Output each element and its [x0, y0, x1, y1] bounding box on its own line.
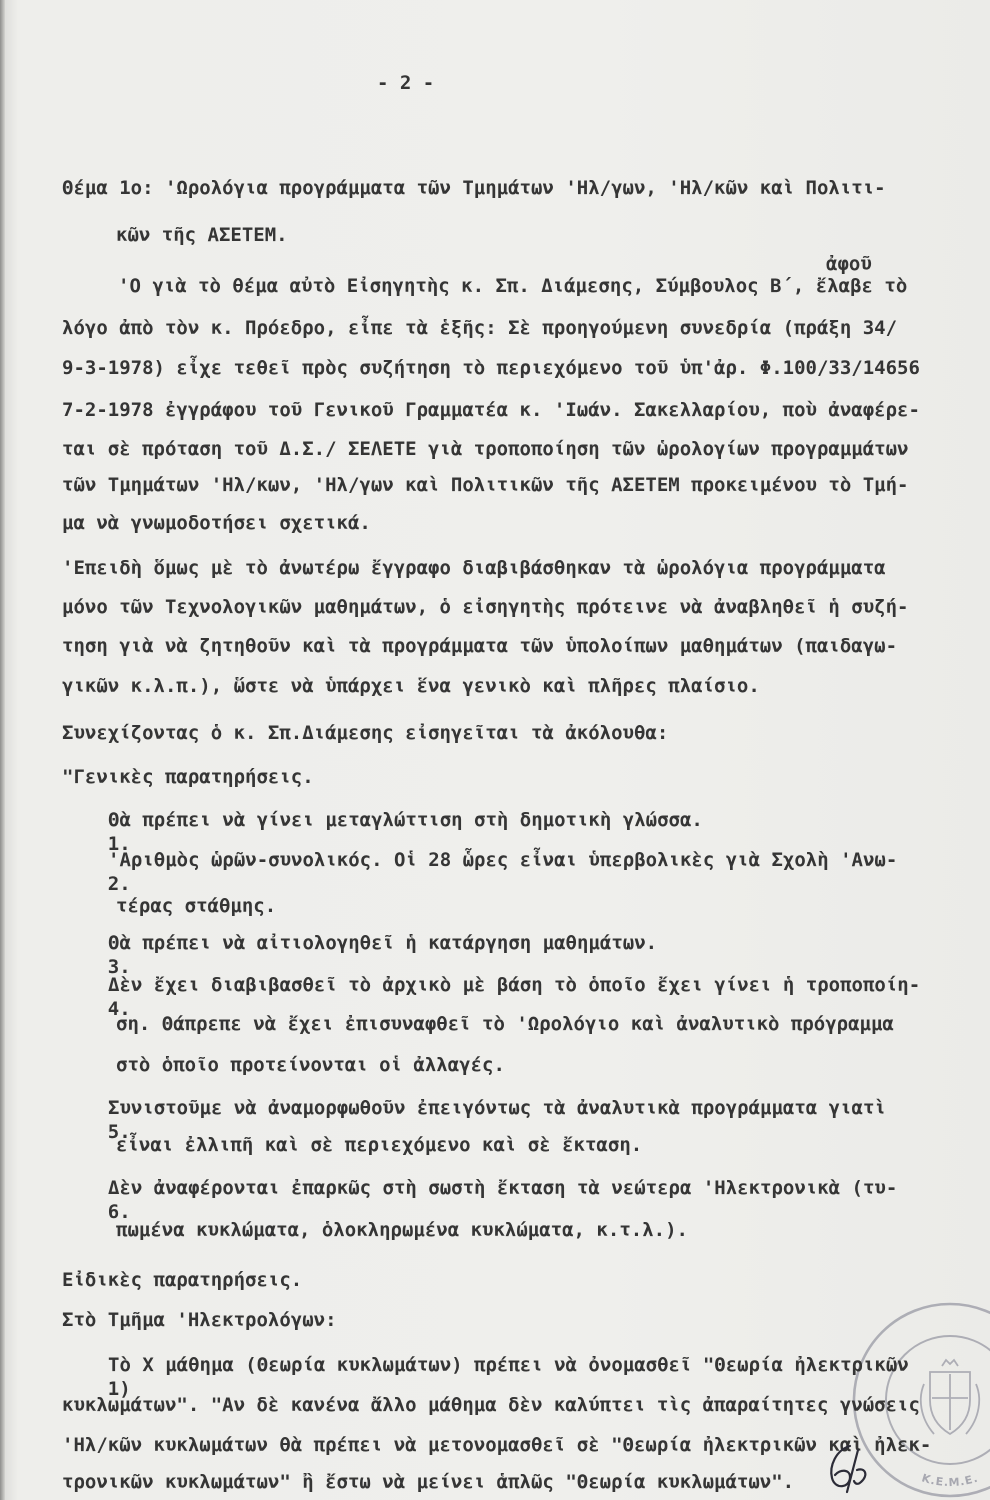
paragraph-line: 7-2-1978 ἐγγράφου τοῦ Γενικοῦ Γραμματέα κ. 'Ιωάν. Σακελλαρίου, ποὺ ἀναφέρε-	[62, 399, 920, 421]
general-remark-1	[62, 808, 703, 855]
item-number: 2.	[107, 873, 131, 895]
signature	[820, 1440, 872, 1496]
special-remarks-heading: Εἰδικὲς παρατηρήσεις.	[62, 1269, 303, 1291]
svg-text:Κ.Ε.Μ.Ε.	[920, 1471, 980, 1489]
paragraph-line: τῶν Τμημάτων 'Ηλ/κων, 'Ηλ/γων καὶ Πολιτικῶν τῆς ΑΣΕΤΕΜ προκειμένου τὸ Τμή-	[62, 474, 909, 496]
scan-edge	[0, 0, 5, 1500]
item-number: 3.	[107, 956, 131, 978]
item-text-continuation: πωμένα κυκλώματα, ὁλοκληρωμένα κυκλώματα, κ.τ.λ.).	[116, 1219, 688, 1241]
item-text: Θὰ πρέπει νὰ αἰτιολογηθεῖ ἡ κατάργηση μαθημάτων.	[108, 932, 658, 954]
paragraph-line: γικῶν κ.λ.π.), ὥστε νὰ ὑπάρχει ἕνα γενικὸ καὶ πλῆρες πλαίσιο.	[62, 675, 760, 697]
item-text-continuation: κυκλωμάτων". "Αν δὲ κανένα ἄλλο μάθημα δὲν καλύπτει τὶς ἀπαραίτητες γνώσεις	[62, 1394, 920, 1416]
page-number: - 2 -	[377, 72, 435, 94]
item-text-continuation: τρονικῶν κυκλωμάτων" ἢ ἔστω νὰ μείνει ἁπλῶς "Θεωρία κυκλωμάτων".	[62, 1471, 795, 1493]
paragraph-line: 'Επειδὴ ὅμως μὲ τὸ ἀνωτέρω ἔγγραφο διαβιβάσθηκαν τὰ ὡρολόγια προγράμματα	[62, 557, 886, 579]
general-remark-6	[62, 1176, 898, 1223]
item-text: 'Αριθμὸς ὡρῶν-συνολικός. Οἱ 28 ὧρες εἶναι ὑπερβολικὲς γιὰ Σχολὴ 'Ανω-	[108, 849, 898, 871]
item-number: 1)	[107, 1378, 131, 1400]
general-remark-4	[62, 973, 921, 1020]
item-text-continuation: στὸ ὁποῖο προτείνονται οἱ ἀλλαγές.	[116, 1054, 505, 1076]
paragraph-line: 'Ο γιὰ τὸ θέμα αὐτὸ Εἰσηγητὴς κ. Σπ. Διάμεσης, Σύμβουλος Β΄, ἔλαβε τὸ	[118, 275, 908, 297]
paragraph-line: ται σὲ πρόταση τοῦ Δ.Σ./ ΣΕΛΕΤΕ γιὰ τροποποίηση τῶν ὡρολογίων προγραμμάτων	[62, 438, 909, 460]
item-text-continuation: τέρας στάθμης.	[116, 895, 277, 917]
continuation-line: Συνεχίζοντας ὁ κ. Σπ.Διάμεσης εἰσηγεῖται τὰ ἀκόλουθα:	[62, 722, 669, 744]
subject-line: κῶν τῆς ΑΣΕΤΕΜ.	[116, 224, 288, 246]
general-remark-3	[62, 931, 658, 978]
section-heading: Στὸ Τμῆμα 'Ηλεκτρολόγων:	[62, 1309, 337, 1331]
general-remark-5	[62, 1096, 886, 1143]
item-text: Συνιστοῦμε νὰ ἀναμορφωθοῦν ἐπειγόντως τὰ ἀναλυτικὰ προγράμματα γιατὶ	[108, 1097, 886, 1119]
general-remarks-heading: "Γενικὲς παρατηρήσεις.	[62, 766, 314, 788]
item-text-continuation: ση. Θάπρεπε νὰ ἔχει ἐπισυναφθεῖ τὸ 'Ωρολόγιο καὶ ἀναλυτικὸ πρόγραμμα	[116, 1013, 894, 1035]
coat-of-arms-icon	[921, 1360, 979, 1434]
general-remark-2	[62, 848, 898, 895]
item-text: Δὲν ἀναφέρονται ἐπαρκῶς στὴ σωστὴ ἔκταση τὰ νεώτερα 'Ηλεκτρονικὰ (τυ-	[108, 1177, 898, 1199]
paragraph-line: μόνο τῶν Τεχνολογικῶν μαθημάτων, ὁ εἰσηγητὴς πρότεινε νὰ ἀναβληθεῖ ἡ συζή-	[62, 596, 909, 618]
item-number: 5.	[107, 1121, 131, 1143]
subject-line: Θέμα 1ο: 'Ωρολόγια προγράμματα τῶν Τμημάτων 'Ηλ/γων, 'Ηλ/κῶν καὶ Πολιτι-	[62, 177, 886, 199]
item-text: Τὸ Χ μάθημα (Θεωρία κυκλωμάτων) πρέπει νὰ ὀνομασθεῖ "Θεωρία ἠλεκτρικῶν	[108, 1354, 909, 1376]
item-number: 4.	[107, 998, 131, 1020]
special-remark-1	[62, 1353, 909, 1400]
item-text: Δὲν ἔχει διαβιβασθεῖ τὸ ἀρχικὸ μὲ βάση τὸ ὁποῖο ἔχει γίνει ἡ τροποποίη-	[108, 974, 921, 996]
item-text-continuation: 'Ηλ/κῶν κυκλωμάτων θὰ πρέπει νὰ μετονομασθεῖ σὲ "Θεωρία ἠλεκτρικῶν καὶ ἠλεκ-	[62, 1434, 932, 1456]
stamp-bottom-text: Κ.Ε.Μ.Ε.	[920, 1471, 980, 1490]
paragraph-line: μα νὰ γνωμοδοτήσει σχετικά.	[62, 512, 371, 534]
item-text-continuation: εἶναι ἐλλιπῆ καὶ σὲ περιεχόμενο καὶ σὲ ἔκταση.	[116, 1134, 643, 1156]
item-number: 6.	[107, 1201, 131, 1223]
paragraph-line: 9-3-1978) εἶχε τεθεῖ πρὸς συζήτηση τὸ περιεχόμενο τοῦ ὑπ'ἀρ. Φ.100/33/14656	[62, 357, 920, 379]
item-text: Θὰ πρέπει νὰ γίνει μεταγλώττιση στὴ δημοτικὴ γλώσσα.	[108, 809, 703, 831]
paragraph-line: λόγο ἀπὸ τὸν κ. Πρόεδρο, εἶπε τὰ ἑξῆς: Σὲ προηγούμενη συνεδρία (πράξη 34/	[62, 317, 898, 339]
handwritten-insertion: ἀφοῦ	[826, 253, 872, 275]
item-number: 1.	[107, 833, 131, 855]
paragraph-line: τηση γιὰ νὰ ζητηθοῦν καὶ τὰ προγράμματα τῶν ὑπολοίπων μαθημάτων (παιδαγω-	[62, 635, 898, 657]
